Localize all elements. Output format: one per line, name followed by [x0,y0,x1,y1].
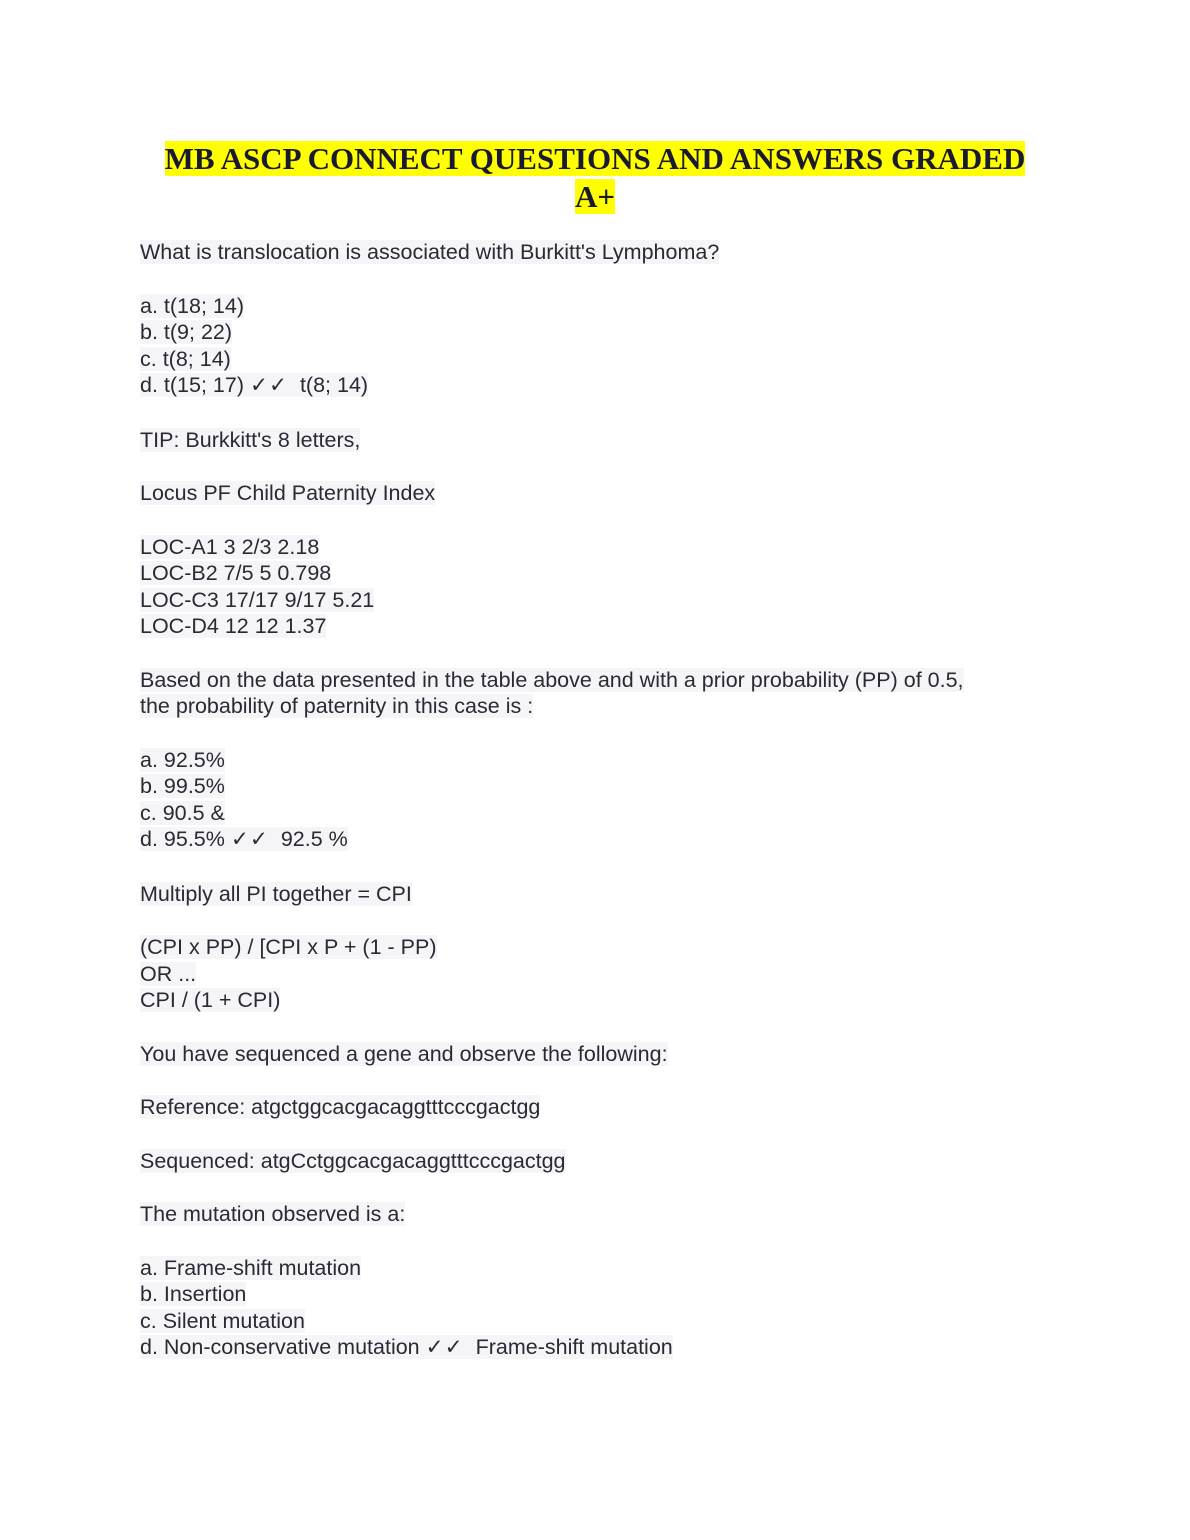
title-line-2: A+ [574,179,616,214]
option-d: d. 95.5% [140,827,225,851]
question-text: What is translocation is associated with Burkitt's Lymphoma? [140,240,720,264]
option-c: c. 90.5 & [140,800,225,825]
table-row: LOC-B2 7/5 5 0.798 [140,561,332,585]
formula-line: OR ... [140,961,197,986]
question-1-options [140,293,1050,400]
tip [140,427,1050,454]
question-text: The mutation observed is a: [140,1202,406,1226]
title-line-1: MB ASCP CONNECT QUESTIONS AND ANSWERS GRADED [164,141,1026,176]
sequenced-text: Sequenced: atgCctggcacgacaggtttcccgactgg [140,1148,566,1173]
table-rows [140,534,1050,640]
question-1 [140,239,1050,266]
option-b: b. Insertion [140,1282,247,1306]
option-c: c. Silent mutation [140,1308,305,1333]
document-title [120,140,1070,216]
formula-line: CPI / (1 + CPI) [140,988,281,1012]
question-text-line-2: the probability of paternity in this case is : [140,694,534,718]
table-row: LOC-D4 12 12 1.37 [140,614,327,638]
question-2 [140,667,1050,720]
table-header-text: Locus PF Child Paternity Index [140,481,436,505]
double-check-icon: ✓✓ [425,1335,464,1360]
formula [140,934,1050,1014]
reference-sequence [140,1094,1050,1121]
option-a: a. Frame-shift mutation [140,1255,362,1280]
option-c: c. t(8; 14) [140,346,231,371]
explanation [140,881,1050,908]
table-row: LOC-C3 17/17 9/17 5.21 [140,587,375,612]
reference-text: Reference: atgctggcacgacaggtttcccgactgg [140,1095,541,1119]
option-b: b. t(9; 22) [140,320,233,344]
double-check-icon: ✓✓ [230,827,269,852]
answer-text: Frame-shift mutation [475,1335,673,1359]
intro-text: You have sequenced a gene and observe the following: [140,1041,668,1066]
double-check-icon: ✓✓ [249,373,288,398]
option-a: a. 92.5% [140,747,225,772]
tip-text: TIP: Burkkitt's 8 letters, [140,427,361,452]
document-body [140,239,1050,1389]
question-3-options [140,1255,1050,1362]
answer-text: 92.5 % [280,827,348,851]
question-2-options [140,747,1050,854]
explanation-text: Multiply all PI together = CPI [140,881,412,906]
question-text-line-1: Based on the data presented in the table above and with a prior probability (PP) of 0.5, [140,667,964,692]
table-row: LOC-A1 3 2/3 2.18 [140,534,320,559]
question-3-intro [140,1041,1050,1068]
answer-text: t(8; 14) [299,373,369,397]
option-d: d. Non-conservative mutation [140,1335,420,1359]
option-b: b. 99.5% [140,774,225,798]
table-header [140,480,1050,507]
sequenced-sequence [140,1148,1050,1175]
option-a: a. t(18; 14) [140,293,244,318]
option-d: d. t(15; 17) [140,373,244,397]
formula-line: (CPI x PP) / [CPI x P + (1 - PP) [140,935,437,959]
question-3 [140,1201,1050,1228]
